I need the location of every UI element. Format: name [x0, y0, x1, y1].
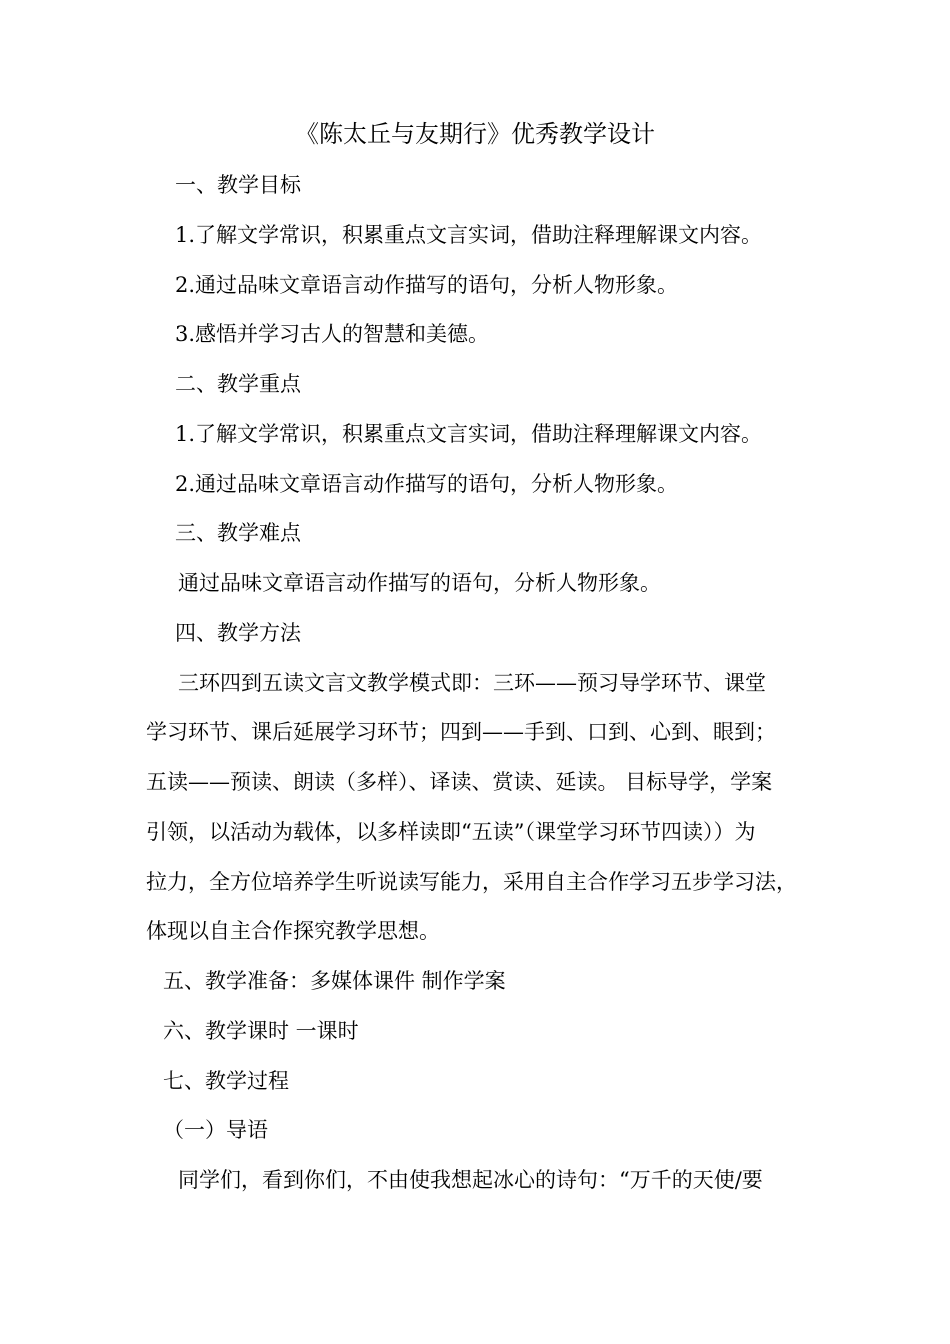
section-heading-preparation: 五、教学准备：多媒体课件 制作学案	[163, 969, 506, 993]
section-heading-key-points: 二、教学重点	[175, 372, 301, 396]
subsection-heading-intro: （一）导语	[163, 1118, 268, 1142]
section-heading-goals: 一、教学目标	[175, 173, 301, 197]
document-title: 《陈太丘与友期行》优秀教学设计	[295, 120, 655, 148]
paragraph-line: 学习环节、课后延展学习环节；四到——手到、口到、心到、眼到；	[146, 720, 776, 744]
paragraph-line: 三环四到五读文言文教学模式即：三环——预习导学环节、课堂	[178, 671, 766, 695]
paragraph-line: 1.了解文学常识，积累重点文言实词，借助注释理解课文内容。	[175, 422, 763, 446]
paragraph-line: 1.了解文学常识，积累重点文言实词，借助注释理解课文内容。	[175, 223, 763, 247]
paragraph-line: 3.感悟并学习古人的智慧和美德。	[175, 322, 490, 346]
paragraph-line: 拉力，全方位培养学生听说读写能力，采用自主合作学习五步学习法，	[146, 870, 797, 894]
paragraph-line: 同学们，看到你们，不由使我想起冰心的诗句：“万千的天使/要	[178, 1168, 763, 1192]
section-heading-class-hours: 六、教学课时 一课时	[163, 1019, 359, 1043]
paragraph-line: 2.通过品味文章语言动作描写的语句，分析人物形象。	[175, 472, 679, 496]
paragraph-line: 五读——预读、朗读（多样）、译读、赏读、延读。 目标导学，学案	[146, 770, 773, 794]
section-heading-methods: 四、教学方法	[175, 621, 301, 645]
paragraph-line: 体现以自主合作探究教学思想。	[146, 919, 440, 943]
paragraph-line: 引领，以活动为载体，以多样读即“五读”（课堂学习环节四读））为	[146, 820, 756, 844]
section-heading-difficulties: 三、教学难点	[175, 521, 301, 545]
section-heading-process: 七、教学过程	[163, 1069, 289, 1093]
paragraph-line: 通过品味文章语言动作描写的语句，分析人物形象。	[178, 571, 661, 595]
paragraph-line: 2.通过品味文章语言动作描写的语句，分析人物形象。	[175, 273, 679, 297]
